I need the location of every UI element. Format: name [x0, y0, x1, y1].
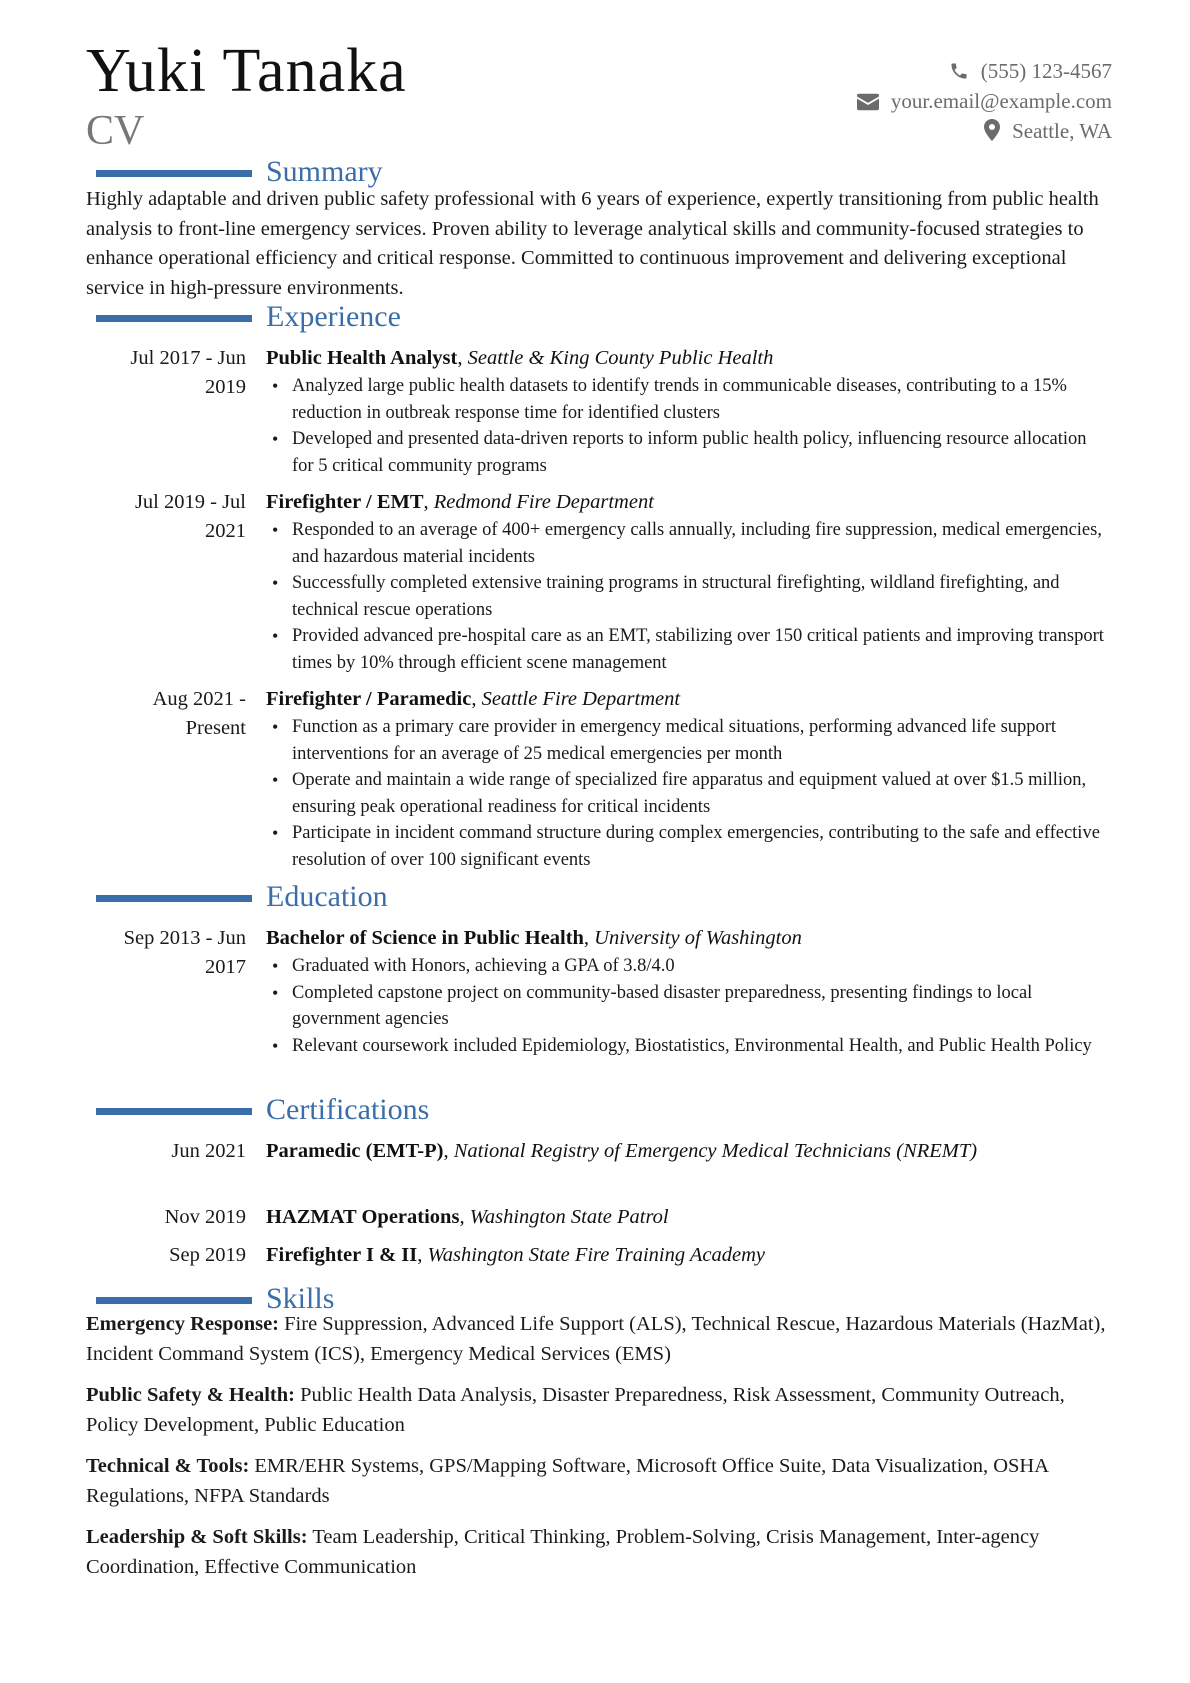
skill-items: Fire Suppression, Advanced Life Support (ALS), Technical Rescue, Hazardous Materials (HazMat), Incident Command System (ICS), Emergency Medical Services (EMS)	[86, 1313, 1106, 1365]
skill-group	[86, 1310, 1116, 1369]
date-start: Aug 2021 -	[152, 688, 246, 710]
skill-items: EMR/EHR Systems, GPS/Mapping Software, Microsoft Office Suite, Data Visualization, OSHA Regulations, NFPA Standards	[86, 1455, 1048, 1507]
cert-issuer: Washington State Fire Training Academy	[427, 1244, 765, 1266]
date-start: Jul 2017 - Jun	[130, 347, 246, 369]
skills-list	[86, 1310, 1116, 1594]
date-start: Sep 2013 - Jun	[123, 927, 246, 949]
entry-heading: Firefighter / Paramedic, Seattle Fire Department	[266, 688, 681, 710]
section-education-header	[0, 880, 1190, 914]
section-rule	[96, 1297, 252, 1304]
section-title: Skills	[266, 1282, 335, 1315]
bullet-item: • Function as a primary care provider in emergency medical situations, performing advanced life support interventions for an average of 25 medical emergencies per month	[266, 714, 1106, 767]
phone-icon	[949, 59, 981, 83]
bullet-item: • Graduated with Honors, achieving a GPA of 3.8/4.0	[266, 953, 1106, 980]
institution: University of Washington	[594, 927, 802, 949]
cert-issuer: Washington State Patrol	[469, 1206, 669, 1228]
location-text: Seattle, WA	[1012, 119, 1112, 143]
cert-heading: Firefighter I & II, Washington State Fire Training Academy	[266, 1244, 765, 1266]
contact-location	[857, 116, 1112, 146]
entry-heading: Firefighter / EMT, Redmond Fire Department	[266, 491, 654, 513]
skill-category: Leadership & Soft Skills:	[86, 1526, 308, 1548]
cert-title: HAZMAT Operations	[266, 1206, 460, 1228]
bullet-item: • Relevant coursework included Epidemiology, Biostatistics, Environmental Health, and Public Health Policy	[266, 1033, 1106, 1060]
entry-heading: Bachelor of Science in Public Health, University of Washington	[266, 927, 802, 949]
email-link[interactable]: your.email@example.com	[890, 89, 1112, 113]
degree-title: Bachelor of Science in Public Health	[266, 927, 584, 949]
bullet-item: • Operate and maintain a wide range of specialized fire apparatus and equipment valued at over $1.5 million, ensuring peak operational readiness for critical incidents	[266, 767, 1106, 820]
map-pin-icon	[984, 119, 1012, 143]
contact-block	[857, 56, 1112, 146]
job-title: Firefighter / EMT	[266, 491, 424, 513]
date-start: Jul 2019 - Jul	[134, 491, 246, 513]
skill-category: Public Safety & Health:	[86, 1384, 295, 1406]
section-experience-header	[0, 300, 1190, 334]
employer: Redmond Fire Department	[433, 491, 654, 513]
entry-date	[86, 344, 246, 402]
skill-group	[86, 1452, 1116, 1511]
candidate-name: Yuki Tanaka	[86, 37, 407, 105]
date-end: 2019	[205, 376, 246, 398]
cert-issuer: National Registry of Emergency Medical Technicians (NREMT)	[453, 1140, 978, 1162]
job-title: Public Health Analyst	[266, 347, 458, 369]
section-rule	[96, 895, 252, 902]
entry-heading: Public Health Analyst, Seattle & King County Public Health	[266, 347, 774, 369]
section-certifications-header	[0, 1093, 1190, 1127]
contact-phone	[857, 56, 1112, 86]
bullet-item: • Provided advanced pre-hospital care as an EMT, stabilizing over 150 critical patients and improving transport times by 10% through efficient scene management	[266, 623, 1106, 676]
section-title: Education	[266, 880, 388, 913]
entry-content	[266, 685, 1106, 873]
cert-date: Sep 2019	[169, 1244, 246, 1266]
date-end: 2021	[205, 520, 246, 542]
bullet-item: • Developed and presented data-driven reports to inform public health policy, influencing resource allocation for 5 critical community programs	[266, 426, 1106, 479]
entry-date	[86, 488, 246, 546]
section-rule	[96, 1108, 252, 1115]
entry-content	[266, 344, 1106, 479]
skill-items: Public Health Data Analysis, Disaster Preparedness, Risk Assessment, Community Outreach, Policy Development, Public Education	[86, 1384, 1065, 1436]
section-rule	[96, 315, 252, 322]
section-title: Certifications	[266, 1093, 430, 1126]
bullet-item: • Completed capstone project on community-based disaster preparedness, presenting findings to local government agencies	[266, 980, 1106, 1033]
entry-bullets	[266, 517, 1106, 676]
cert-title: Paramedic (EMT-P)	[266, 1140, 444, 1162]
job-title: Firefighter / Paramedic	[266, 688, 472, 710]
date-end: 2017	[205, 956, 246, 978]
skill-category: Emergency Response:	[86, 1313, 280, 1335]
bullet-item: • Participate in incident command structure during complex emergencies, contributing to the safe and effective resolution of over 100 significant events	[266, 820, 1106, 873]
entry-date	[86, 924, 246, 982]
phone-text[interactable]: (555) 123-4567	[980, 59, 1112, 83]
contact-email	[857, 86, 1112, 116]
date-end: Present	[185, 717, 246, 739]
skill-group	[86, 1381, 1116, 1440]
entry-bullets	[266, 714, 1106, 873]
employer: Seattle Fire Department	[481, 688, 681, 710]
cert-date: Nov 2019	[164, 1206, 246, 1228]
skill-group	[86, 1523, 1116, 1582]
bullet-item: • Successfully completed extensive training programs in structural firefighting, wildland firefighting, and technical rescue operations	[266, 570, 1106, 623]
cert-heading: HAZMAT Operations, Washington State Patrol	[266, 1206, 669, 1228]
envelope-icon	[857, 89, 891, 113]
section-rule	[96, 170, 252, 177]
skill-items: Team Leadership, Critical Thinking, Problem-Solving, Crisis Management, Inter-agency Coordination, Effective Communication	[86, 1526, 1040, 1578]
entry-content	[266, 488, 1106, 676]
entry-bullets	[266, 373, 1106, 479]
bullet-item: • Responded to an average of 400+ emergency calls annually, including fire suppression, medical emergencies, and hazardous material incidents	[266, 517, 1106, 570]
entry-bullets	[266, 953, 1106, 1059]
section-title: Experience	[266, 300, 401, 333]
cert-heading: Paramedic (EMT-P), National Registry of Emergency Medical Technicians (NREMT)	[266, 1140, 978, 1162]
bullet-item: • Analyzed large public health datasets to identify trends in communicable diseases, contributing to a 15% reduction in outbreak response time for identified clusters	[266, 373, 1106, 426]
skill-category: Technical & Tools:	[86, 1455, 250, 1477]
summary-text: Highly adaptable and driven public safety professional with 6 years of experience, expertly transitioning from public health analysis to front-line emergency services. Proven ability to leverage analytical skills and community-focused strategies to enhance operational efficiency and critical response. Committed to continuous improvement and delivering exceptional service in high-pressure environments.	[86, 188, 1099, 299]
entry-date	[86, 685, 246, 743]
section-title: Summary	[266, 155, 383, 188]
document-subtitle: CV	[86, 108, 145, 154]
cert-date: Jun 2021	[171, 1140, 246, 1162]
entry-content	[266, 924, 1106, 1059]
section-summary-header	[0, 155, 1190, 189]
cert-title: Firefighter I & II	[266, 1244, 418, 1266]
employer: Seattle & King County Public Health	[467, 347, 774, 369]
